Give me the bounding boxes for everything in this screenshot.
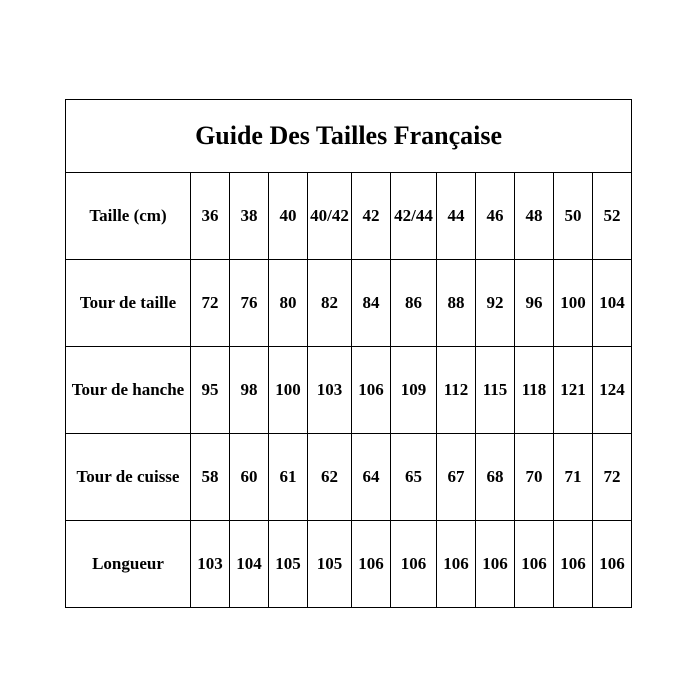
table-row <box>66 173 632 260</box>
row-label: Tour de taille <box>66 260 191 347</box>
table-cell: 70 <box>515 434 554 521</box>
chart-body <box>66 173 632 608</box>
table-cell: 82 <box>308 260 352 347</box>
table-cell: 38 <box>230 173 269 260</box>
table-cell: 106 <box>352 521 391 608</box>
table-cell: 118 <box>515 347 554 434</box>
table-cell: 121 <box>554 347 593 434</box>
table-cell: 106 <box>391 521 437 608</box>
table-cell: 96 <box>515 260 554 347</box>
table-cell: 86 <box>391 260 437 347</box>
table-cell: 105 <box>269 521 308 608</box>
table-cell: 80 <box>269 260 308 347</box>
table-cell: 106 <box>352 347 391 434</box>
table-cell: 112 <box>437 347 476 434</box>
table-cell: 84 <box>352 260 391 347</box>
table-cell: 67 <box>437 434 476 521</box>
table-cell: 88 <box>437 260 476 347</box>
table-cell: 65 <box>391 434 437 521</box>
table-cell: 95 <box>191 347 230 434</box>
table-cell: 58 <box>191 434 230 521</box>
table-cell: 61 <box>269 434 308 521</box>
row-label: Longueur <box>66 521 191 608</box>
table-cell: 106 <box>515 521 554 608</box>
table-cell: 48 <box>515 173 554 260</box>
table-row <box>66 434 632 521</box>
table-cell: 124 <box>593 347 632 434</box>
table-cell: 115 <box>476 347 515 434</box>
table-cell: 76 <box>230 260 269 347</box>
table-cell: 62 <box>308 434 352 521</box>
table-cell: 105 <box>308 521 352 608</box>
table-cell: 60 <box>230 434 269 521</box>
table-cell: 104 <box>230 521 269 608</box>
row-label: Tour de cuisse <box>66 434 191 521</box>
table-cell: 106 <box>554 521 593 608</box>
table-cell: 42 <box>352 173 391 260</box>
table-cell: 42/44 <box>391 173 437 260</box>
table-cell: 71 <box>554 434 593 521</box>
table-cell: 50 <box>554 173 593 260</box>
table-cell: 68 <box>476 434 515 521</box>
row-label: Taille (cm) <box>66 173 191 260</box>
table-cell: 40 <box>269 173 308 260</box>
table-cell: 106 <box>437 521 476 608</box>
table-cell: 46 <box>476 173 515 260</box>
table-cell: 100 <box>269 347 308 434</box>
table-cell: 36 <box>191 173 230 260</box>
table-cell: 72 <box>593 434 632 521</box>
table-cell: 104 <box>593 260 632 347</box>
table-cell: 109 <box>391 347 437 434</box>
table-cell: 52 <box>593 173 632 260</box>
chart-title: Guide Des Tailles Française <box>66 100 632 173</box>
title-row <box>66 100 632 173</box>
table-cell: 92 <box>476 260 515 347</box>
table-cell: 100 <box>554 260 593 347</box>
table-cell: 40/42 <box>308 173 352 260</box>
size-chart-table <box>65 99 632 608</box>
table-row <box>66 347 632 434</box>
table-cell: 64 <box>352 434 391 521</box>
table-cell: 44 <box>437 173 476 260</box>
table-cell: 103 <box>308 347 352 434</box>
table-row <box>66 260 632 347</box>
table-cell: 106 <box>476 521 515 608</box>
table-cell: 106 <box>593 521 632 608</box>
row-label: Tour de hanche <box>66 347 191 434</box>
table-row <box>66 521 632 608</box>
table-cell: 98 <box>230 347 269 434</box>
table-cell: 72 <box>191 260 230 347</box>
table-cell: 103 <box>191 521 230 608</box>
